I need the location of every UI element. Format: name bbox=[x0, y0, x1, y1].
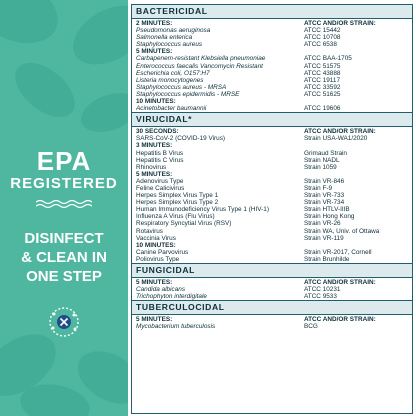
organism-row bbox=[132, 157, 412, 164]
organism-name: Rotavirus bbox=[136, 227, 163, 235]
strain-value: ATCC 33592 bbox=[304, 83, 341, 91]
organism-name: Hepatitis C Virus bbox=[136, 156, 184, 164]
organism-name: 5 MINUTES: bbox=[136, 170, 173, 178]
strain-value: ATCC 10708 bbox=[304, 34, 341, 42]
section-body-tuberculocidal bbox=[132, 316, 412, 330]
time-row bbox=[132, 142, 412, 149]
strain-value: ATCC AND/OR STRAIN: bbox=[304, 20, 376, 27]
organism-name: Respiratory Syncytial Virus (RSV) bbox=[136, 220, 232, 228]
organism-row bbox=[132, 235, 412, 242]
organism-row bbox=[132, 164, 412, 171]
organism-name: Herpes Simplex Virus Type 2 bbox=[136, 199, 219, 207]
organism-row bbox=[132, 249, 412, 256]
strain-value: ATCC 43888 bbox=[304, 69, 341, 77]
organism-name: Staphylococcus epidermidis - MRSE bbox=[136, 90, 240, 98]
organism-name: Escherichia coli, O157:H7 bbox=[136, 69, 210, 77]
organism-row bbox=[132, 228, 412, 235]
organism-row bbox=[132, 185, 412, 192]
strain-value: ATCC 9533 bbox=[304, 293, 337, 301]
time-row bbox=[132, 242, 412, 249]
organism-row bbox=[132, 105, 412, 112]
organism-name: 5 MINUTES: bbox=[136, 279, 173, 286]
time-row bbox=[132, 171, 412, 178]
organism-row bbox=[132, 323, 412, 330]
organism-row bbox=[132, 63, 412, 70]
organism-row bbox=[132, 256, 412, 263]
organism-name: Feline Calicivirus bbox=[136, 184, 185, 192]
organism-name: 10 MINUTES: bbox=[136, 241, 176, 249]
strain-value: ATCC 51625 bbox=[304, 90, 341, 98]
organism-name: Poliovirus Type bbox=[136, 255, 180, 263]
organism-name: Human Immunodeficiency Virus Type 1 (HIV-1) bbox=[136, 206, 269, 214]
strain-value: Strain VR-846 bbox=[304, 177, 345, 185]
organism-name: Rhinovirus bbox=[136, 163, 167, 171]
strain-value: Strain VR-734 bbox=[304, 199, 345, 207]
strain-value: ATCC 15442 bbox=[304, 27, 341, 35]
leaf-decoration bbox=[63, 0, 128, 77]
organism-name: 5 MINUTES: bbox=[136, 48, 173, 56]
organism-row bbox=[132, 55, 412, 62]
organism-name: 2 MINUTES: bbox=[136, 20, 173, 27]
organism-name: Carbapenem-resistant Klebsiella pneumoniae bbox=[136, 55, 266, 63]
section-header-virucidal: VIRUCIDAL* bbox=[132, 112, 412, 127]
strain-value: Strain VR-26 bbox=[304, 220, 341, 228]
organism-name: Acinetobacter baumannii bbox=[136, 105, 207, 113]
organism-row bbox=[132, 77, 412, 84]
time-row bbox=[132, 20, 412, 27]
strain-value: ATCC AND/OR STRAIN: bbox=[304, 128, 376, 136]
organism-name: Canine Parvovirus bbox=[136, 248, 189, 256]
organism-name: SARS-CoV-2 (COVID-19 Virus) bbox=[136, 135, 226, 143]
tagline-line: & CLEAN IN bbox=[21, 249, 107, 266]
tagline-line: ONE STEP bbox=[26, 268, 102, 285]
organism-name: Enterococcus faecalis Vancomycin Resistant bbox=[136, 62, 263, 70]
section-header-fungicidal: FUNGICIDAL bbox=[132, 263, 412, 278]
efficacy-table bbox=[131, 4, 413, 414]
strain-value: Strain WA, Univ. of Ottawa bbox=[304, 227, 380, 235]
strain-value bbox=[304, 98, 408, 105]
organism-row bbox=[132, 213, 412, 220]
organism-name: Adenovirus Type bbox=[136, 177, 184, 185]
strain-value bbox=[304, 171, 408, 178]
organism-row bbox=[132, 220, 412, 227]
tagline-line: DISINFECT bbox=[24, 230, 104, 247]
strain-value: ATCC 6538 bbox=[304, 41, 337, 49]
organism-row bbox=[132, 178, 412, 185]
organism-name: Trichophyton interdigitale bbox=[136, 293, 207, 301]
organism-row bbox=[132, 293, 412, 300]
organism-name: 10 MINUTES: bbox=[136, 98, 176, 106]
strain-value: Strain NADL bbox=[304, 156, 340, 164]
organism-row bbox=[132, 41, 412, 48]
organism-name: Herpes Simplex Virus Type 1 bbox=[136, 192, 219, 200]
leaf-decoration bbox=[76, 86, 128, 139]
organism-name: Staphylococcus aureus bbox=[136, 41, 203, 49]
leaf-decoration bbox=[0, 0, 68, 56]
organism-row bbox=[132, 91, 412, 98]
wave-divider-icon bbox=[36, 199, 92, 209]
section-header-tuberculocidal: TUBERCULOCIDAL bbox=[132, 300, 412, 315]
leaf-decoration bbox=[5, 52, 84, 128]
organism-name: Influenza A Virus (Flu Virus) bbox=[136, 213, 215, 221]
organism-name: Salmonella enterica bbox=[136, 34, 193, 42]
organism-row bbox=[132, 84, 412, 91]
time-row bbox=[132, 128, 412, 135]
organism-row bbox=[132, 27, 412, 34]
strain-value bbox=[304, 142, 408, 149]
strain-value: ATCC AND/OR STRAIN: bbox=[304, 316, 376, 324]
strain-value: ATCC 10231 bbox=[304, 286, 341, 294]
organism-name: Staphylococcus aureus - MRSA bbox=[136, 83, 227, 91]
section-header-bactericidal: BACTERICIDAL bbox=[132, 5, 412, 19]
organism-name: Mycobacterium tuberculosis bbox=[136, 323, 216, 331]
strain-value: Grimaud Strain bbox=[304, 149, 347, 157]
strain-value bbox=[304, 242, 408, 249]
strain-value: Strain VR-119 bbox=[304, 234, 344, 242]
organism-row bbox=[132, 34, 412, 41]
strain-value: ATCC 51575 bbox=[304, 62, 341, 70]
organism-name: Candida albicans bbox=[136, 286, 186, 294]
strain-value: Strain Hong Kong bbox=[304, 213, 355, 221]
organism-row bbox=[132, 199, 412, 206]
strain-value: ATCC 19606 bbox=[304, 105, 341, 113]
strain-value: BCG bbox=[304, 323, 318, 331]
brand-panel bbox=[0, 0, 128, 416]
organism-name: Hepatitis B Virus bbox=[136, 149, 184, 157]
organism-name: 30 SECONDS: bbox=[136, 128, 179, 136]
organism-name: Listeria monocytogenes bbox=[136, 76, 204, 84]
organism-name: Pseudomonas aeruginosa bbox=[136, 27, 211, 35]
organism-name: 5 MINUTES: bbox=[136, 316, 173, 324]
registered-heading: REGISTERED bbox=[10, 175, 118, 192]
strain-value: Strain USA-WA1/2020 bbox=[304, 135, 368, 143]
organism-row bbox=[132, 70, 412, 77]
strain-value: ATCC 19117 bbox=[304, 76, 340, 84]
organism-row bbox=[132, 206, 412, 213]
organism-row bbox=[132, 135, 412, 142]
time-row bbox=[132, 98, 412, 105]
epa-heading: EPA bbox=[36, 146, 92, 176]
organism-name: 3 MINUTES: bbox=[136, 142, 173, 150]
strain-value: Strain 1059 bbox=[304, 163, 337, 171]
time-row bbox=[132, 279, 412, 286]
section-body-fungicidal bbox=[132, 279, 412, 300]
strain-value: ATCC AND/OR STRAIN: bbox=[304, 279, 376, 286]
organism-name: Vaccinia Virus bbox=[136, 234, 176, 242]
strain-value bbox=[304, 48, 408, 55]
time-row bbox=[132, 316, 412, 323]
section-body-virucidal bbox=[132, 128, 412, 263]
time-row bbox=[132, 48, 412, 55]
strain-value: Strain HTLV-IIIB bbox=[304, 206, 350, 214]
strain-value: Strain VR-733 bbox=[304, 192, 345, 200]
disinfect-badge-icon bbox=[48, 306, 80, 338]
strain-value: Strain F-9 bbox=[304, 184, 333, 192]
strain-value: ATCC BAA-1705 bbox=[304, 55, 352, 63]
section-body-bactericidal bbox=[132, 20, 412, 112]
organism-row bbox=[132, 286, 412, 293]
organism-row bbox=[132, 150, 412, 157]
strain-value: Strain VR-2017, Cornell bbox=[304, 248, 372, 256]
organism-row bbox=[132, 192, 412, 199]
strain-value: Strain Brunhilde bbox=[304, 255, 350, 263]
